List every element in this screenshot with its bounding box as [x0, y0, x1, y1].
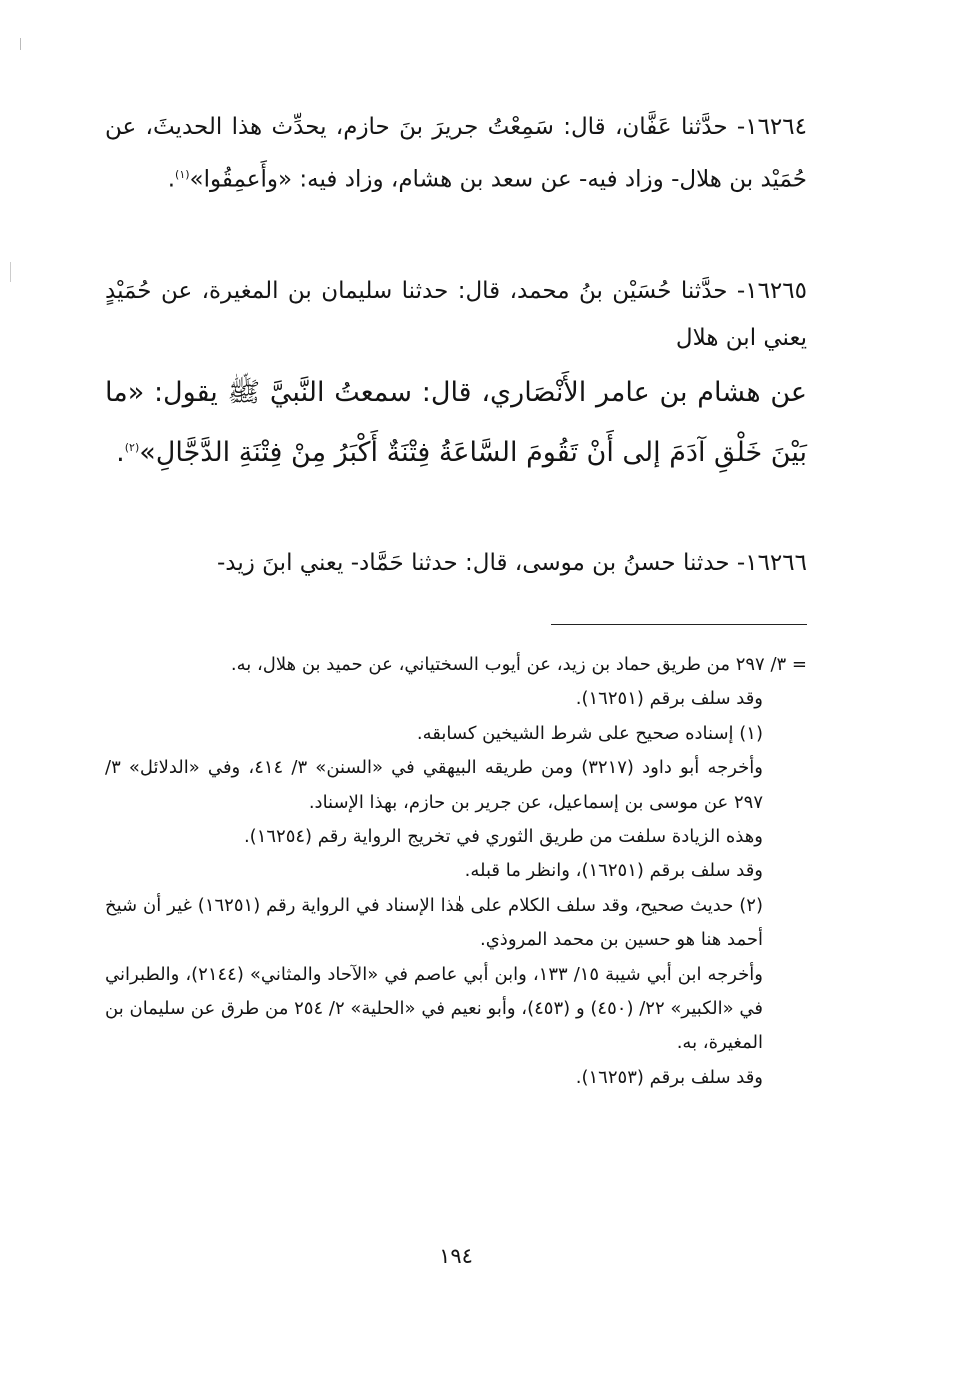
hadith-matn-text: عن هشام بن عامر الأَنْصَاري، قال: سمعتُ النَّبيَّ ﷺ يقول: «ما بَيْنَ خَلْقِ آدَمَ إلى أَنْ تَقُومَ السَّاعَةُ فِتْنَةٌ أَكْبَرُ مِنْ فِتْنَةِ الدَّجَّالِ»	[105, 377, 807, 468]
hadith-text: ١٦٢٦٦- حدثنا حسنُ بن موسى، قال: حدثنا حَمَّاد- يعني ابنَ زيد-	[216, 550, 807, 576]
footnote-line: وقد سلف برقم (١٦٢٥١)، وانظر ما قبله.	[464, 860, 763, 882]
footnote-line: وأخرجه ابن أبي شيبة ١٥/ ١٣٣، وابن أبي عاصم في «الآحاد والمثاني» (٢١٤٤)، والطبراني في «الكبير» ٢٢/ (٤٥٠) و (٤٥٣)، وأبو نعيم في «الحلية» ٢/ ٢٥٤ من طرق عن سليمان بن المغيرة، به.	[105, 963, 764, 1054]
footnote-1: (١) إسناده صحيح على شرط الشيخين كسابقه.	[416, 722, 763, 744]
footnote-ref: (١)	[175, 168, 190, 181]
footnote-line: وقد سلف برقم (١٦٢٥٣).	[575, 1066, 763, 1088]
footnote-line: وهذه الزيادة سلفت من طريق الثوري في تخريج الرواية رقم (١٦٢٥٤).	[243, 826, 763, 848]
hadith-16266	[105, 540, 807, 587]
footnote-2: (٢) حديث صحيح، وقد سلف الكلام على هٰذا الإسناد في الرواية رقم (١٦٢٥١) غير أن شيخ أحمد هنا هو حسين بن محمد المروذي.	[105, 894, 763, 951]
footnote-ref: (٢)	[124, 441, 140, 454]
hadith-text: ١٦٢٦٥- حدَّثنا حُسَيْن بنُ محمد، قال: حدثنا سليمان بن المغيرة، عن حُمَيْدٍ يعني ابن هلال	[105, 278, 807, 351]
page-number: ١٩٤	[439, 1244, 473, 1268]
hadith-16265-matn: عن هشام بن عامر الأَنْصَاري، قال: سمعتُ النَّبيَّ ﷺ يقول: «ما بَيْنَ خَلْقِ آدَمَ إلى أَنْ تَقُومَ السَّاعَةُ فِتْنَةٌ أَكْبَرُ مِنْ فِتْنَةِ الدَّجَّالِ»$^{(٢)}$.	[105, 377, 807, 468]
scan-mark	[10, 262, 11, 282]
footnotes	[105, 648, 807, 1095]
footnote-separator	[551, 624, 807, 625]
hadith-16265-isnad	[105, 268, 807, 362]
scan-mark	[20, 38, 21, 50]
footnote-continuation: = ٣/ ٢٩٧ من طريق حماد بن زيد، عن أيوب السختياني، عن حميد بن هلال، به.	[230, 654, 807, 675]
hadith-16264: ١٦٢٦٤- حدَّثنا عَفَّان، قال: سَمِعْتُ جريرَ بنَ حازم، يحدِّث هذا الحديثَ، عن حُمَيْد بن هلال- وزاد فيه- عن سعد بن هشام، وزاد فيه: «وأَعمِقُوا»$^{(١)}$.	[105, 114, 807, 193]
hadith-text: ١٦٢٦٤- حدَّثنا عَفَّان، قال: سَمِعْتُ جريرَ بنَ حازم، يحدِّث هذا الحديثَ، عن حُمَيْد بن هلال- وزاد فيه- عن سعد بن هشام، وزاد فيه: «وأَعمِقُوا»	[105, 114, 807, 193]
footnote-line: وقد سلف برقم (١٦٢٥١).	[575, 688, 763, 710]
footnote-line: وأخرجه أبو داود (٣٢١٧) ومن طريقه البيهقي في «السنن» ٣/ ٤١٤، وفي «الدلائل» ٣/ ٢٩٧ عن موسى بن إسماعيل، عن جرير بن حازم، بهذا الإسناد.	[105, 757, 763, 813]
